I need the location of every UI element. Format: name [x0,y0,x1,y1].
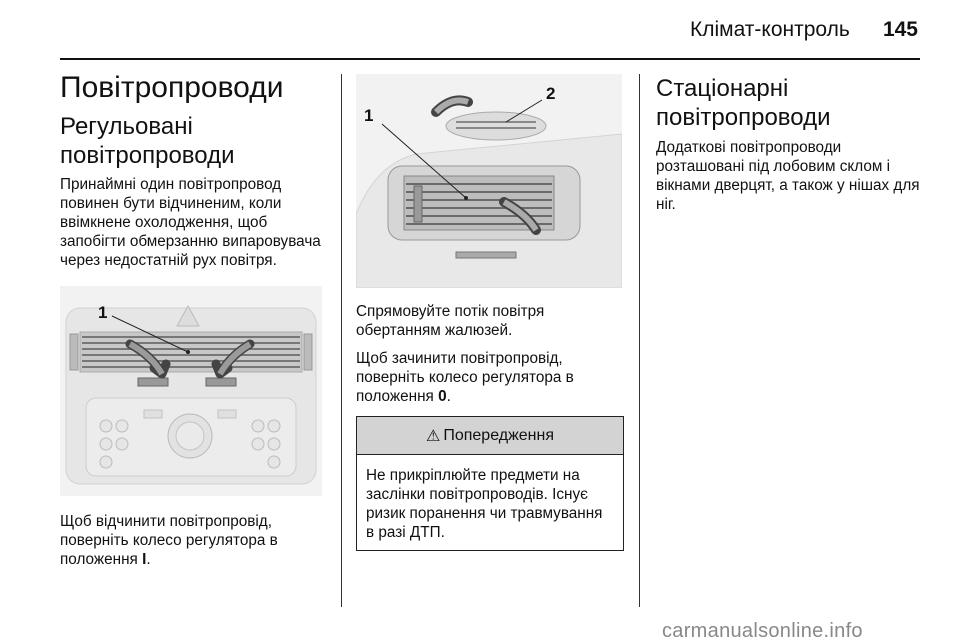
warning-body: Не прикріплюйте предмети на заслінки повітропроводів. Існує ризик поранення чи травмування в разі ДТП. [366,467,603,541]
header-rule [60,58,920,60]
page-header-title: Клімат-контроль [690,18,850,41]
figure-callout-1: 1 [98,303,108,322]
subsection-heading: Регульовані повітропроводи [60,113,235,169]
warning-header [357,417,623,455]
close-instruction: Щоб зачинити повітропровід, поверніть колесо регулятора в положення 0. [356,350,574,405]
page-number: 145 [882,18,918,41]
fixed-vents-paragraph: Додаткові повітропроводи розташовані під лобовим склом і вікнами дверцят, а також у нішах для ніг. [656,139,920,213]
side-vent-illustration [356,74,622,288]
column-middle [356,74,624,551]
column-divider-1 [341,74,342,607]
warning-title: Попередження [443,426,555,444]
louver-instruction: Спрямовуйте потік повітря обертанням жалюзей. [356,303,545,339]
side-vent-figure [356,74,622,288]
position-symbol: I [142,551,147,568]
warning-box [356,416,624,551]
column-left [60,70,332,569]
figure-callout-2: 2 [546,84,556,103]
position-symbol: 0 [438,388,447,405]
figure-caption: Щоб відчинити повітропровід, поверніть колесо регулятора в положення I. [60,513,278,568]
column-divider-2 [639,74,640,607]
warning-triangle-icon: ⚠ [425,427,441,445]
watermark: carmanualsonline.info [662,620,863,642]
caption-text: Щоб відчинити повітропровід, поверніть колесо регулятора в положення [60,513,278,568]
figure-callout-1: 1 [364,106,374,125]
intro-paragraph: Принаймні один повітропровод повинен бути відчиненим, коли ввімкнене охолодження, щоб запобігти обмерзанню випаровувача через недостатній рух повітря. [60,176,321,269]
section-heading: Стаціонарні повітропроводи [656,75,831,131]
section-heading: Повітропроводи [60,71,284,104]
center-vents-figure [60,286,322,496]
column-right [656,74,920,214]
